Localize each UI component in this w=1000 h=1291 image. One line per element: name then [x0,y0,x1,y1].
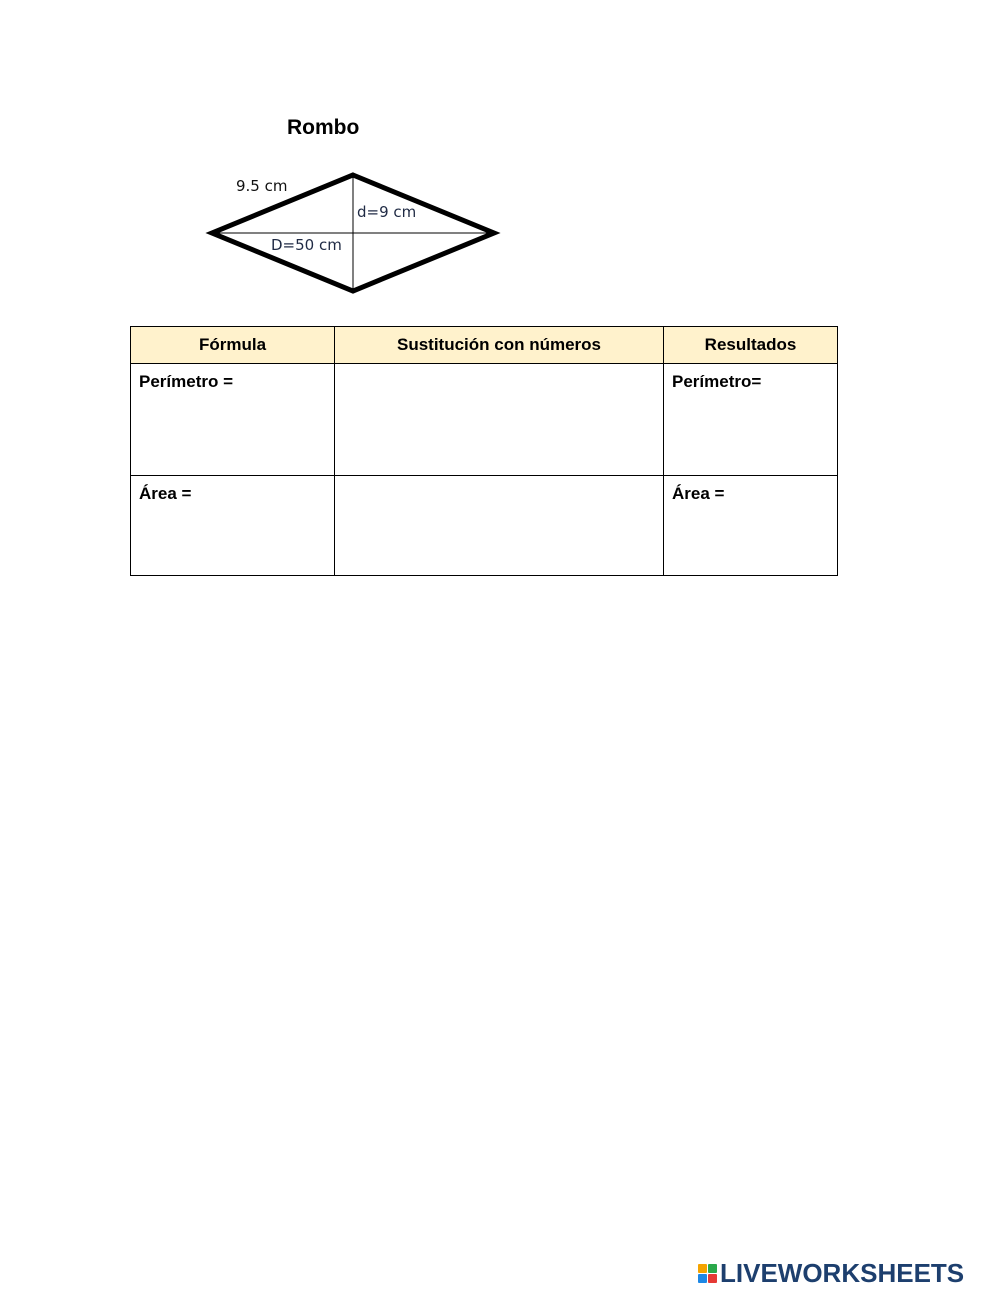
major-diagonal-label: D=50 cm [271,236,342,254]
area-substitution-cell[interactable] [335,476,664,576]
logo-blocks-icon [698,1264,717,1283]
table-row-area [131,476,838,576]
header-results: Resultados [664,327,838,364]
table-row-perimeter [131,364,838,476]
liveworksheets-logo[interactable] [698,1258,964,1289]
perimeter-substitution-cell[interactable] [335,364,664,476]
minor-diagonal-label: d=9 cm [357,203,417,221]
table-header-row [131,327,838,364]
brand-name: LIVEWORKSHEETS [720,1258,965,1288]
perimeter-formula-cell[interactable]: Perímetro = [131,364,335,476]
header-substitution: Sustitución con números [335,327,664,364]
side-length-label: 9.5 cm [236,177,288,195]
area-formula-cell[interactable]: Área = [131,476,335,576]
area-result-cell[interactable]: Área = [664,476,838,576]
rhombus-figure [200,165,510,300]
page-title: Rombo [287,116,360,139]
header-formula: Fórmula [131,327,335,364]
perimeter-result-cell[interactable]: Perímetro= [664,364,838,476]
worksheet-table [130,326,838,576]
